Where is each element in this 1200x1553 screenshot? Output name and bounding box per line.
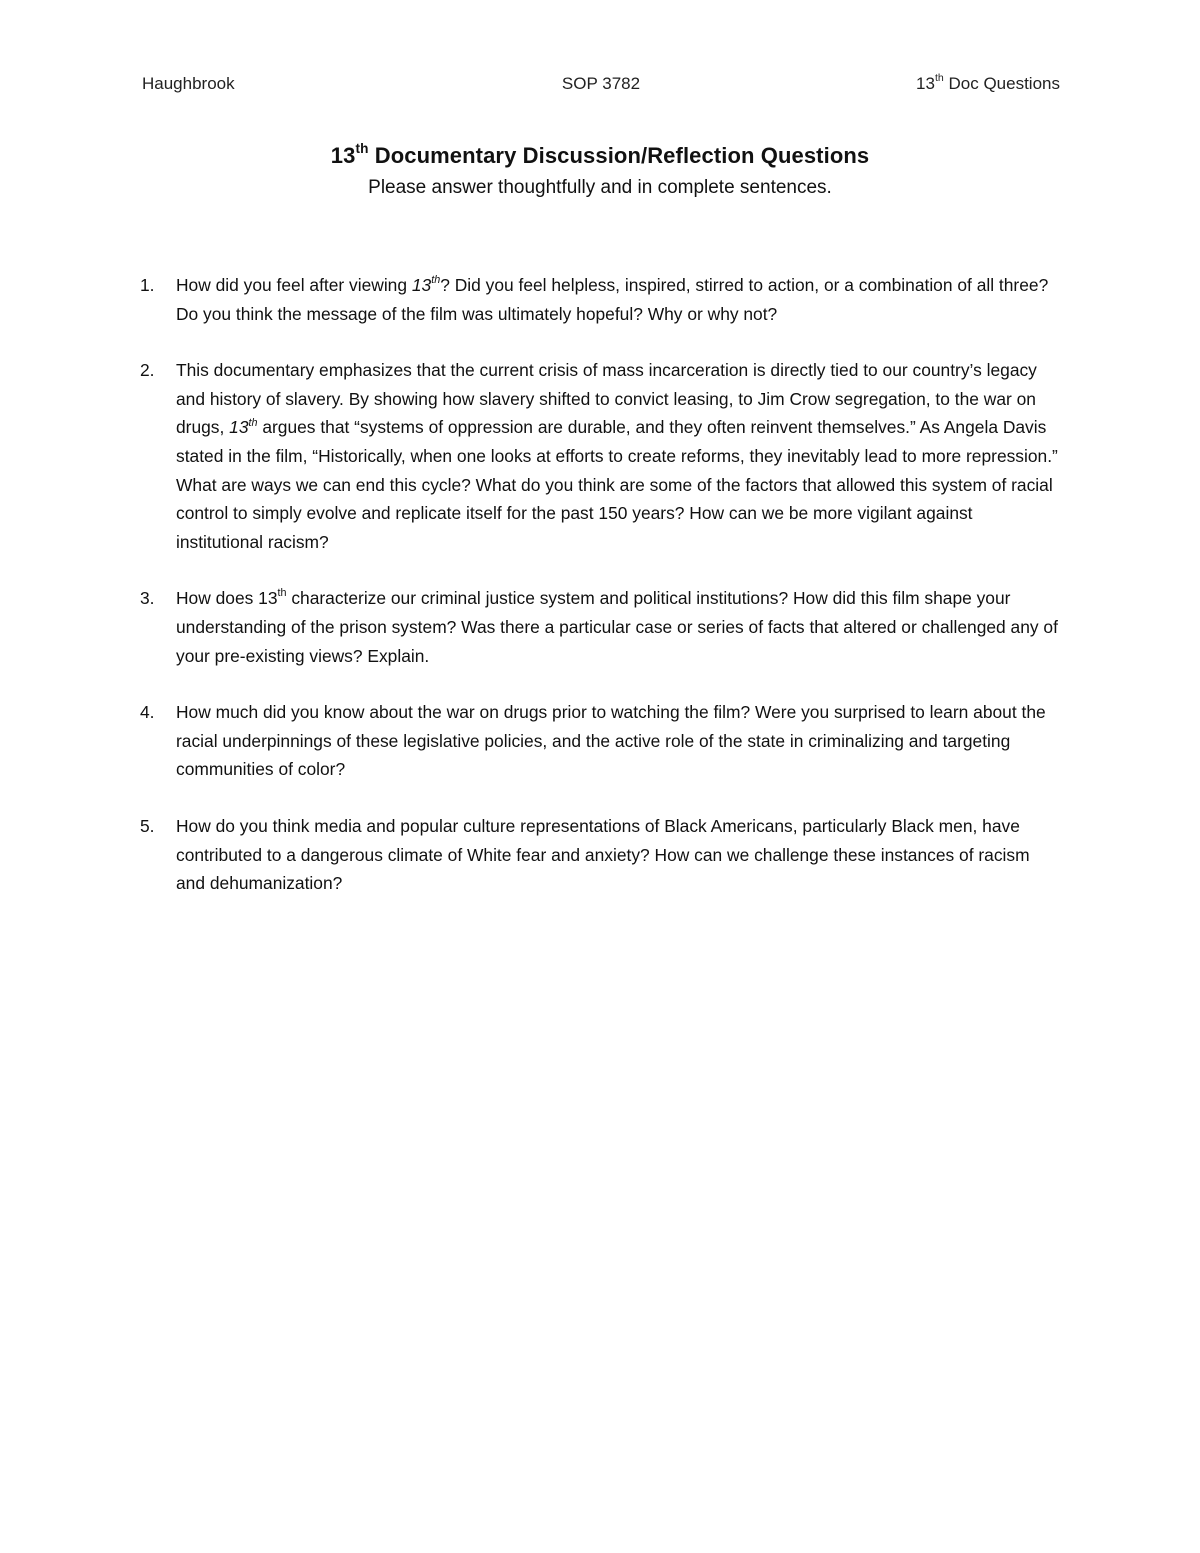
title-text: Documentary Discussion/Reflection Questions (368, 143, 870, 168)
question-text-part: characterize our criminal justice system and political institutions? How did this film shape your understanding of the prison system? Was there a particular case or series of facts that altered or challenged any of your pre-existing views? Explain. (176, 588, 1058, 666)
header-doc-title-suffix: th (934, 72, 944, 85)
question-number: 1. (140, 275, 155, 295)
film-title (229, 417, 257, 437)
title-suffix: th (355, 141, 369, 157)
film-title-number: 13 (229, 417, 249, 438)
question-2 (140, 356, 1060, 556)
film-title-number: 13 (258, 588, 278, 609)
film-title-number: 13 (411, 275, 432, 295)
question-text-part: ? Did you feel helpless, inspired, stirred to action, or a combination of all three? Do you think the message of the film was ultimately hopeful? Why or why not? (176, 275, 1049, 324)
page-subtitle: Please answer thoughtfully and in complete sentences. (368, 177, 832, 198)
page-header (142, 74, 1060, 98)
question-number: 5. (140, 815, 155, 836)
question-5 (140, 812, 1060, 898)
question-number: 3. (140, 588, 155, 609)
question-1 (140, 271, 1060, 328)
header-doc-title (916, 74, 1060, 94)
question-text-part: How did you feel after viewing (176, 275, 412, 295)
film-title-suffix: th (277, 587, 287, 600)
question-text: How much did you know about the war on drugs prior to watching the film? Were you surprised to learn about the racial underpinnings of these legislative policies, and the active role of the state in criminalizing and targeting communities of color? (176, 702, 1046, 780)
film-title-suffix: th (431, 274, 441, 287)
question-list (140, 271, 1060, 926)
title-block (0, 143, 1200, 199)
question-text-part: How does (176, 588, 259, 609)
question-text: How do you think media and popular culture representations of Black Americans, particularly Black men, have contributed to a dangerous climate of White fear and anxiety? How can we challenge these instances of racism and dehumanization? (176, 815, 1030, 894)
header-doc-title-number: 13 (916, 74, 935, 93)
question-4 (140, 698, 1060, 784)
film-title (258, 588, 286, 608)
header-course: SOP 3782 (561, 74, 641, 93)
question-number: 2. (140, 360, 155, 381)
question-number: 4. (140, 702, 155, 723)
question-text-part: This documentary emphasizes that the current crisis of mass incarceration is directly tied to our country’s legacy and history of slavery. By showing how slavery shifted to convict leasing, to Jim Crow segregation, to the war on drugs, (176, 360, 1037, 438)
header-doc-title-text: Doc Questions (943, 74, 1060, 93)
film-title (412, 275, 440, 295)
page-title (0, 143, 1200, 169)
header-author: Haughbrook (142, 74, 235, 93)
question-3 (140, 584, 1060, 670)
question-text-part: argues that “systems of oppression are durable, and they often reinvent themselves.” As Angela Davis stated in the film, “Historically, when one looks at efforts to create reforms, they inevitably lead to more repression.” What are ways we can end this cycle? What do you think are some of the factors that allowed this system of racial control to simply evolve and replicate itself for the past 150 years? How can we be more vigilant against institutional racism? (176, 417, 1058, 552)
film-title-suffix: th (248, 416, 258, 429)
title-number: 13 (330, 143, 356, 168)
